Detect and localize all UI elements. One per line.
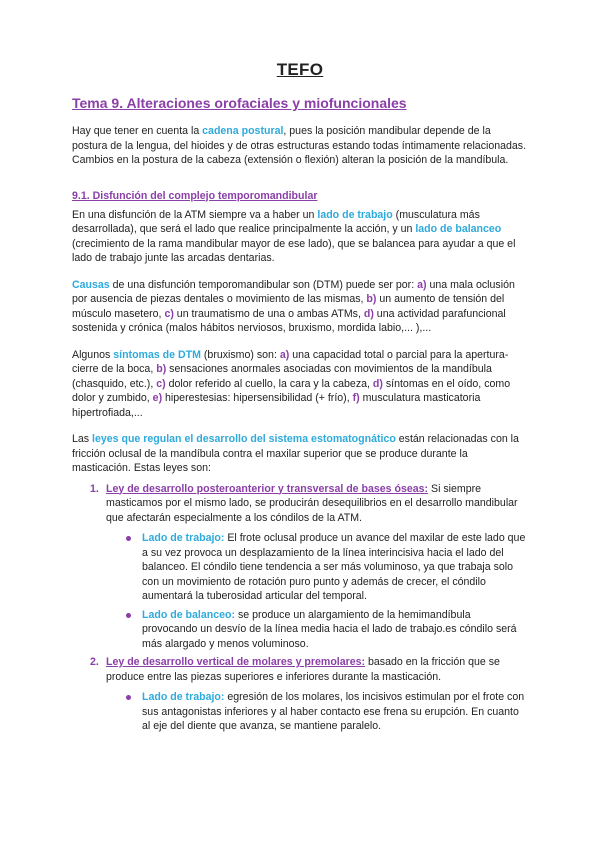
laws-list	[72, 482, 528, 734]
topic-heading: Tema 9. Alteraciones orofaciales y miofuncionales	[72, 95, 407, 111]
paragraph-causas: Causas de una disfunción temporomandibular son (DTM) puede ser por: a) una mala oclusión por ausencia de piezas dentales o movimiento de las mismas, b) un aumento de tensión del músculo masetero, c) un traumatismo de una o ambas ATMs, d) una actividad parafuncional sostenida y crónica (malos hábitos nerviosos, bruxismo, mordida labio,... ),...	[72, 278, 515, 334]
section-heading: 9.1. Disfunción del complejo temporomandibular	[72, 189, 318, 202]
law-title: Ley de desarrollo posteroanterior y transversal de bases óseas:	[106, 482, 429, 495]
list-number: 2.	[90, 656, 99, 668]
highlight-term: leyes que regulan el desarrollo del sistema estomatognático	[92, 433, 396, 445]
item-label: Lado de trabajo:	[142, 532, 225, 544]
list-item: Lado de balanceo: se produce un alargamiento de la hemimandíbula provocando un desvío de la línea media hacia el lado de trabajo.es cóndilo será más alargado y menos voluminoso.	[106, 608, 528, 652]
highlight-term: lado de balanceo	[415, 223, 502, 235]
highlight-term: síntomas de DTM	[113, 348, 201, 361]
law-item: 2. Ley de desarrollo vertical de molares y premolares: basado en la fricción que se produce entre las piezas superiores e inferiores durante la masticación. Lado de trabajo: egresión de los molares, los incisivos estimulan por el frote con sus antagonistas inferiores y al haber contacto ese frena su erupción. En cuanto al eje del diente que avanza, se mantiene paralelo.	[72, 655, 528, 734]
item-label: Lado de balanceo:	[142, 608, 236, 621]
law-title: Ley de desarrollo vertical de molares y premolares:	[106, 656, 366, 668]
list-item: Lado de trabajo: egresión de los molares, los incisivos estimulan por el frote con sus antagonistas inferiores y al haber contacto ese frena su erupción. En cuanto al eje del diente que avanza, se mantiene paralelo.	[106, 690, 528, 734]
highlight-term: lado de trabajo	[317, 208, 393, 221]
intro-paragraph: Hay que tener en cuenta la cadena postural, pues la posición mandibular depende de la postura de la lengua, del hioides y de otras estructuras estando todas íntimamente relacionadas. Cambios en la postura de la cabeza (extensión o flexión) alteran la posición de la mandíbula.	[72, 125, 527, 166]
bullet-icon	[126, 613, 131, 618]
list-number: 1.	[90, 482, 99, 495]
list-item: Lado de trabajo: El frote oclusal produce un avance del maxilar de este lado que a su vez provoca un desplazamiento de la línea interincisiva hacia el lado del balanceo. El cóndilo tiene tendencia a ser más voluminoso, ya que trabaja solo con un movimiento de rotación puro punto y además de crecer, el cóndilo aumentará la tuberosidad articular del temporal.	[106, 531, 528, 604]
law-sublist	[106, 531, 528, 651]
paragraph-lados: En una disfunción de la ATM siempre va a haber un lado de trabajo (musculatura más desarrollada), que será el lado que realice principalmente la acción, y un lado de balanceo (crecimiento de la rama mandibular mayor de ese lado), que se balancea para ayudar a que el lado de trabajo junte las arcadas dentarias.	[72, 208, 516, 264]
bullet-icon	[126, 695, 131, 700]
item-label: Lado de trabajo:	[142, 691, 225, 703]
law-sublist	[106, 690, 528, 734]
highlight-term: cadena postural	[202, 125, 284, 137]
paragraph-leyes: Las leyes que regulan el desarrollo del sistema estomatognático están relacionadas con la fricción oclusal de la mandíbula contra el maxilar superior que se produce durante la masticación. Estas leyes son:	[72, 433, 519, 474]
highlight-term: Causas	[72, 278, 110, 291]
document-title: TEFO	[276, 60, 324, 79]
bullet-icon	[126, 536, 131, 541]
paragraph-sintomas: Algunos síntomas de DTM (bruxismo) son: a) una capacidad total o parcial para la apertura-cierre de la boca, b) sensaciones anormales asociadas con movimientos de la mandíbula (chasquido, etc.), c) dolor referido al cuello, la cara y la cabeza, d) síntomas en el oído, como dolor y zumbido, e) hiperestesias: hipersensibilidad (+ frío), f) musculatura masticatoria hipertrofiada,...	[72, 348, 511, 419]
law-item: 1. Ley de desarrollo posteroanterior y transversal de bases óseas: Si siempre masticamos por el mismo lado, se producirán desequilibrios en el desarrollo mandibular que afectarán especialmente a los cóndilos de la ATM. Lado de trabajo: El frote oclusal produce un avance del maxilar de este lado que a su vez provoca un desplazamiento de la línea interincisiva hacia el lado del balanceo. El cóndilo tiene tendencia a ser más voluminoso, ya que trabaja solo con un movimiento de rotación puro punto y además de crecer, el cóndilo aumentará la tuberosidad articular del temporal. Lado de balanceo: se produce un alargamiento de la hemimandíbula provocando un desvío de la línea media hacia el lado de trabajo.es cóndilo será más alargado y menos voluminoso.	[72, 482, 528, 652]
